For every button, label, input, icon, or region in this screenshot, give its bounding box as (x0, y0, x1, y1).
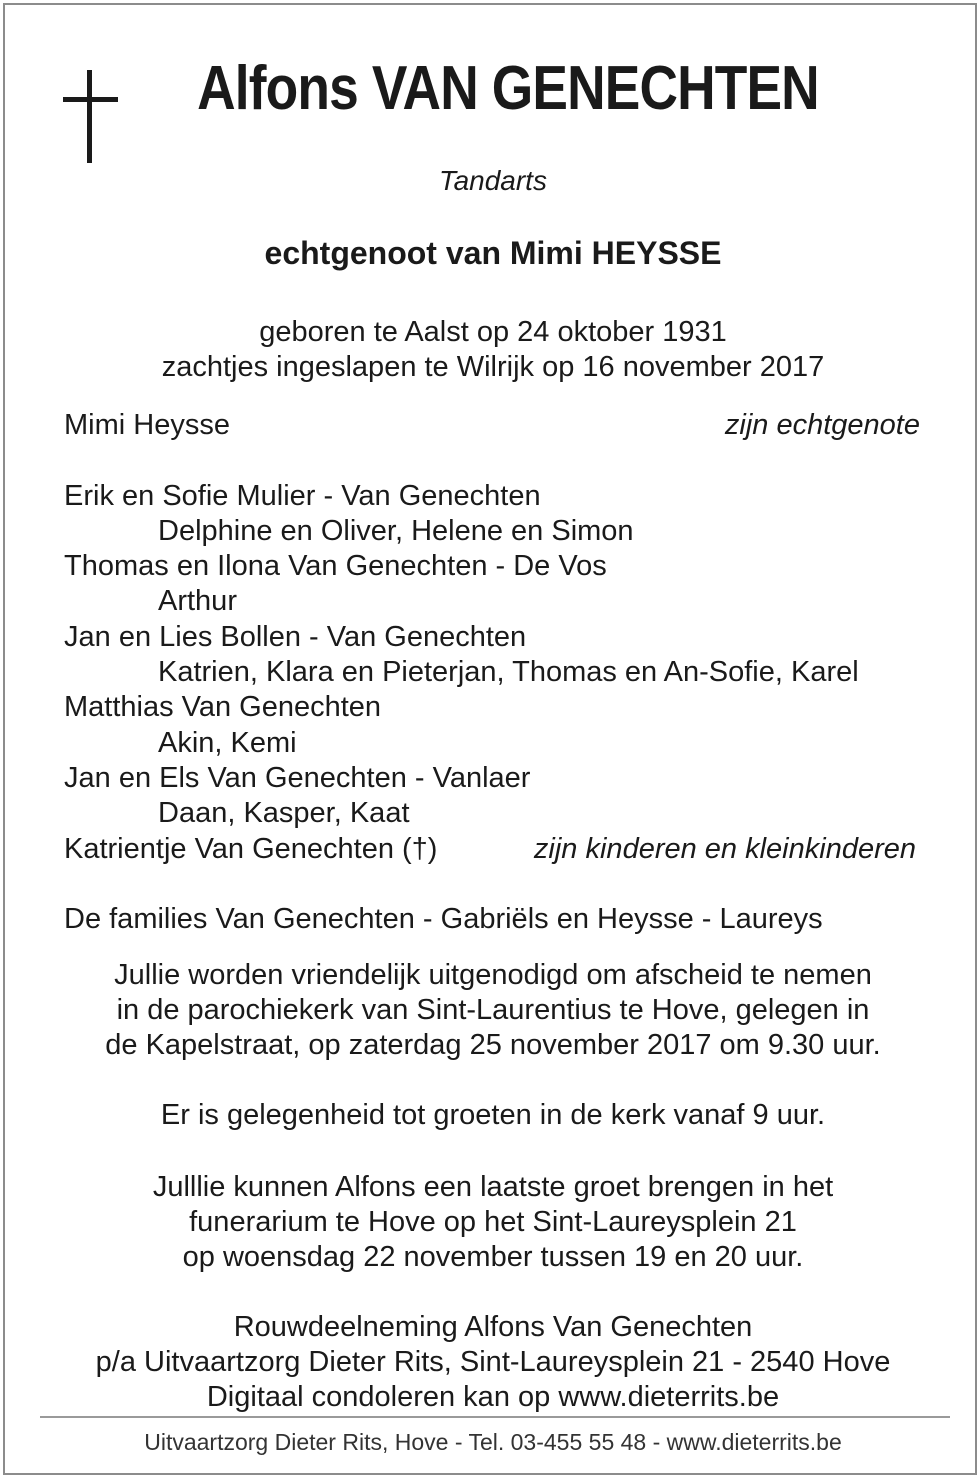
invitation (5, 958, 980, 1063)
greeting-line: Er is gelegenheid tot groeten in de kerk vanaf 9 uur. (160, 1099, 826, 1131)
family-row (64, 832, 920, 867)
invitation-line: Jullie worden vriendelijk uitgenodigd om afscheid te nemen (114, 959, 872, 991)
funerarium-line: Julllie kunnen Alfons een laatste groet brengen in het (152, 1171, 834, 1203)
contact-info (5, 1310, 980, 1415)
contact-line: p/a Uitvaartzorg Dieter Rits, Sint-Laureysplein 21 - 2540 Hove (95, 1346, 891, 1378)
family-row (64, 726, 980, 761)
cross-icon (87, 70, 92, 163)
family-row (64, 549, 920, 584)
footer-text: Uitvaartzorg Dieter Rits, Hove - Tel. 03-455 55 48 - www.dieterrits.be (144, 1429, 842, 1455)
family-row (64, 479, 920, 514)
grandchildren-line: Akin, Kemi (158, 727, 297, 759)
contact-line: Digitaal condoleren kan op www.dieterrits.be (206, 1381, 780, 1413)
cross-icon-bar (63, 97, 118, 102)
spouse-line: echtgenoot van Mimi HEYSSE (264, 235, 722, 271)
obituary-card (3, 3, 977, 1475)
invitation-line: de Kapelstraat, op zaterdag 25 november 2017 om 9.30 uur. (105, 1029, 881, 1061)
family-row (64, 761, 920, 796)
family-row (64, 620, 920, 655)
child-line: Matthias Van Genechten (64, 691, 382, 723)
dates (5, 315, 980, 385)
funerarium-info (5, 1170, 980, 1275)
child-line: Thomas en Ilona Van Genechten - De Vos (64, 550, 607, 582)
spouse-role: zijn echtgenote (724, 409, 920, 441)
grandchildren-line: Daan, Kasper, Kaat (158, 797, 410, 829)
family-row (64, 655, 980, 690)
child-line: Jan en Lies Bollen - Van Genechten (64, 621, 527, 653)
child-line: Jan en Els Van Genechten - Vanlaer (64, 762, 531, 794)
birth-line: geboren te Aalst op 24 oktober 1931 (259, 316, 727, 348)
spouse-name: Mimi Heysse (64, 409, 230, 441)
deceased-name: Alfons VAN GENECHTEN (197, 54, 819, 123)
grandchildren-line: Katrien, Klara en Pieterjan, Thomas en An-Sofie, Karel (158, 656, 859, 688)
death-line: zachtjes ingeslapen te Wilrijk op 16 november 2017 (161, 351, 825, 383)
footer-divider (40, 1416, 950, 1418)
family-row (64, 584, 980, 619)
invitation-line: in de parochiekerk van Sint-Laurentius te Hove, gelegen in (116, 994, 870, 1026)
funerarium-line: op woensdag 22 november tussen 19 en 20 uur. (182, 1241, 804, 1273)
family-row (64, 796, 980, 831)
families-line: De families Van Genechten - Gabriëls en Heysse - Laureys (64, 903, 823, 935)
profession: Tandarts (439, 165, 547, 196)
family-role: zijn kinderen en kleinkinderen (533, 833, 916, 865)
family-row (64, 690, 920, 725)
child-line: Katrientje Van Genechten (†) (64, 833, 438, 865)
contact-line: Rouwdeelneming Alfons Van Genechten (233, 1311, 753, 1343)
funerarium-line: funerarium te Hove op het Sint-Laureysplein 21 (189, 1206, 797, 1238)
family-row (64, 514, 980, 549)
child-line: Erik en Sofie Mulier - Van Genechten (64, 480, 541, 512)
spouse-row (64, 408, 920, 443)
grandchildren-line: Arthur (158, 585, 237, 617)
grandchildren-line: Delphine en Oliver, Helene en Simon (158, 515, 634, 547)
